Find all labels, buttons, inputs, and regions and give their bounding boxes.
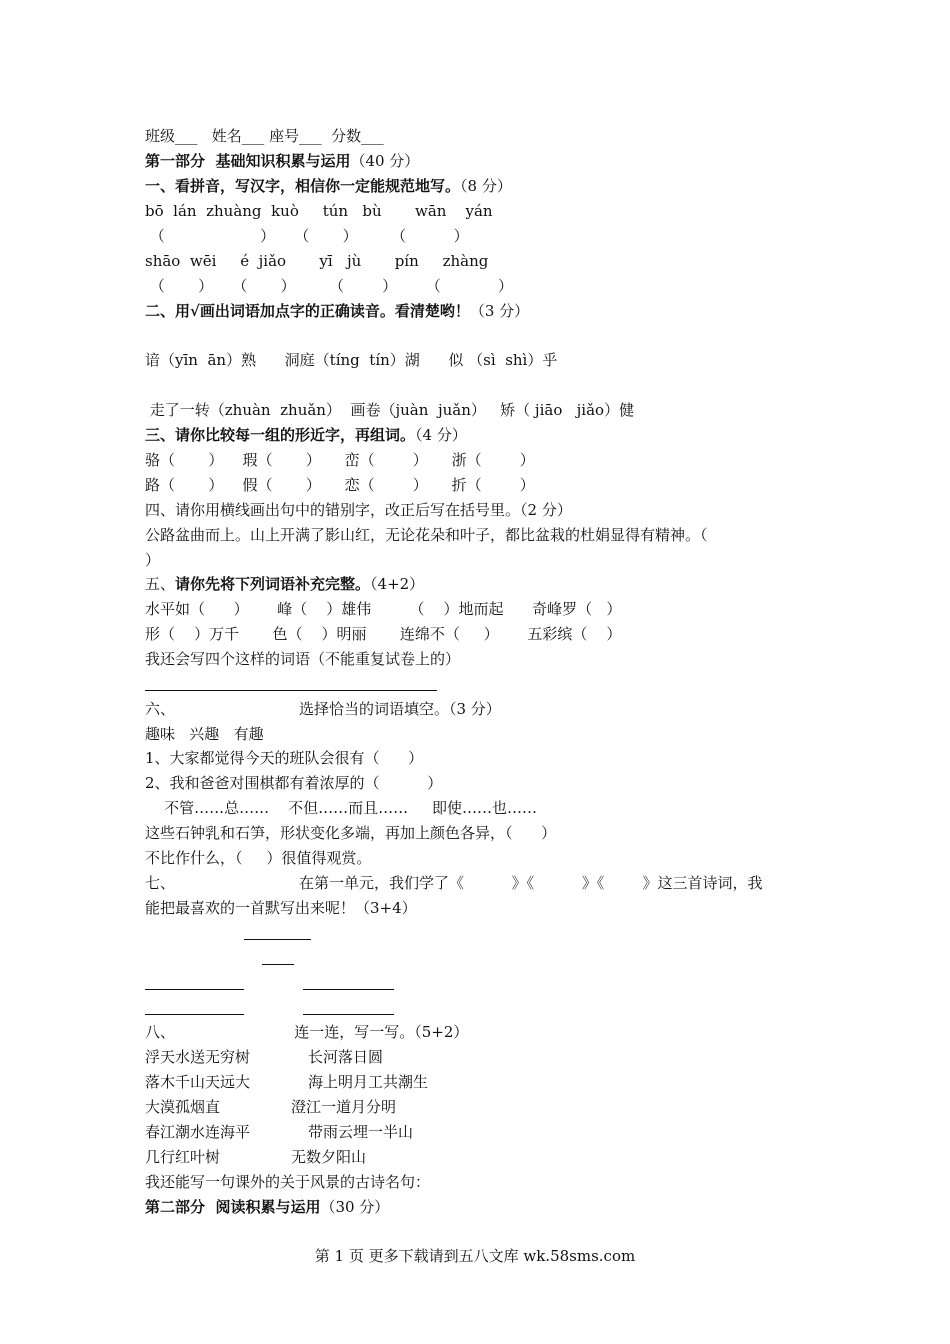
q7-line-1: 七、 在第一单元，我们学了《 》《 》《 》这三首诗词，我 — [145, 874, 763, 892]
q8-right-item-2: 海上明月工共潮生 — [308, 1073, 429, 1091]
q8-right-item-3: 澄江一道月分明 — [291, 1098, 397, 1116]
q8-title: 八、 连一连，写一写。（5+2） — [145, 1023, 469, 1041]
q5-line-1: 水平如（ ） 峰（ ）雄伟 （ ）地而起 奇峰罗（ ） — [145, 600, 622, 618]
q6-sentence-4: 不比作什么，（ ）很值得观赏。 — [145, 849, 372, 867]
part1-heading — [145, 151, 419, 171]
q6-sentence-1: 1、大家都觉得今天的班队会很有（ ） — [145, 749, 424, 767]
q1-pinyin-row-1: bō lán zhuàng kuò tún bù wān yán — [145, 202, 493, 220]
q2-score: （3 分） — [469, 302, 530, 320]
part2-title: 第二部分 阅读积累与运用 — [145, 1198, 321, 1216]
q2-line-1: 谙（yīn ān）熟 洞庭（tíng tín）湖 似 （sì shì）乎 — [145, 351, 558, 369]
q1-heading — [145, 176, 512, 196]
q6-title: 六、 选择恰当的词语填空。（3 分） — [145, 700, 501, 718]
q3-title: 三、请你比较每一组的形近字，再组词。 — [145, 426, 416, 444]
part2-score: （30 分） — [320, 1198, 390, 1216]
q1-answer-brackets-row-2: （ ） （ ） （ ） （ ） — [145, 277, 513, 295]
q5-number: 五、 — [145, 575, 176, 593]
q8-left-item-1: 浮天水送无穷树 — [145, 1048, 251, 1066]
q5-line-3: 我还会写四个这样的词语（不能重复试卷上的） — [145, 650, 461, 668]
q5-answer-line[interactable] — [145, 690, 437, 691]
q6-conjunction-choices: 不管……总…… 不但……而且…… 即使……也…… — [145, 799, 537, 817]
q4-sentence-line-2: ） — [145, 551, 161, 569]
q7-poem-line-3[interactable] — [145, 1014, 244, 1015]
part1-title: 第一部分 基础知识积累与运用 — [145, 152, 351, 170]
q2-heading — [145, 301, 529, 321]
page-footer: 第 1 页 更多下载请到五八文库 wk.58sms.com — [314, 1247, 636, 1265]
q1-title: 一、看拼音，写汉字，相信你一定能规范地写。 — [145, 177, 461, 195]
q3-line-1: 骆（ ） 瑕（ ） 峦（ ） 浙（ ） — [145, 451, 535, 469]
q3-score: （4 分） — [415, 426, 467, 444]
q8-left-item-2: 落木千山天远大 — [145, 1073, 251, 1091]
q8-right-item-5: 无数夕阳山 — [291, 1148, 367, 1166]
q5-heading — [145, 574, 424, 594]
q2-title: 二、用√画出词语加点字的正确读音。看清楚哟！ — [145, 302, 470, 320]
q3-heading — [145, 425, 467, 445]
q1-pinyin-row-2: shāo wēi é jiǎo yī jù pín zhàng — [145, 252, 489, 270]
q2-line-2: 走了一转（zhuàn zhuǎn） 画卷（juàn juǎn） 矫（ jiāo jiǎo）健 — [145, 401, 635, 419]
q8-extra-prompt: 我还能写一句课外的关于风景的古诗名句： — [145, 1173, 431, 1191]
q7-poem-line-1[interactable] — [145, 989, 244, 990]
header-info-line: 班级___ 姓名___ 座号___ 分数___ — [145, 127, 384, 145]
q5-line-2: 形（ ）万千 色（ ）明丽 连绵不（ ） 五彩缤（ ） — [145, 625, 622, 643]
part1-score: （40 分） — [350, 152, 420, 170]
q7-poem-line-4[interactable] — [303, 1014, 394, 1015]
q7-poem-author-line[interactable] — [262, 964, 294, 965]
q7-line-2: 能把最喜欢的一首默写出来呢！（3+4） — [145, 899, 417, 917]
q7-poem-title-line[interactable] — [244, 939, 311, 940]
q7-poem-line-2[interactable] — [303, 989, 394, 990]
q8-left-item-4: 春江潮水连海平 — [145, 1123, 251, 1141]
q1-score: （8 分） — [460, 177, 512, 195]
q5-score: （4+2） — [370, 575, 425, 593]
q6-sentence-2: 2、我和爸爸对围棋都有着浓厚的（ ） — [145, 774, 443, 792]
q8-left-item-5: 几行红叶树 — [145, 1148, 221, 1166]
part2-heading — [145, 1197, 389, 1217]
q5-title: 请你先将下列词语补充完整。 — [175, 575, 371, 593]
q1-answer-brackets-row-1: （ ） （ ） （ ） — [145, 227, 469, 245]
q3-line-2: 路（ ） 假（ ） 恋（ ） 折（ ） — [145, 476, 535, 494]
q6-word-choices: 趣味 兴趣 有趣 — [145, 725, 264, 743]
q4-title: 四、请你用横线画出句中的错别字，改正后写在括号里。（2 分） — [145, 501, 572, 519]
q4-sentence-line-1: 公路盆曲而上。山上开满了影山红，无论花朵和叶子，都比盆栽的杜娟显得有精神。（ — [145, 526, 708, 544]
q8-left-item-3: 大漠孤烟直 — [145, 1098, 221, 1116]
q6-sentence-3: 这些石钟乳和石笋，形状变化多端，再加上颜色各异，（ ） — [145, 824, 557, 842]
q8-right-item-1: 长河落日圆 — [308, 1048, 384, 1066]
q8-right-item-4: 带雨云埋一半山 — [308, 1123, 414, 1141]
